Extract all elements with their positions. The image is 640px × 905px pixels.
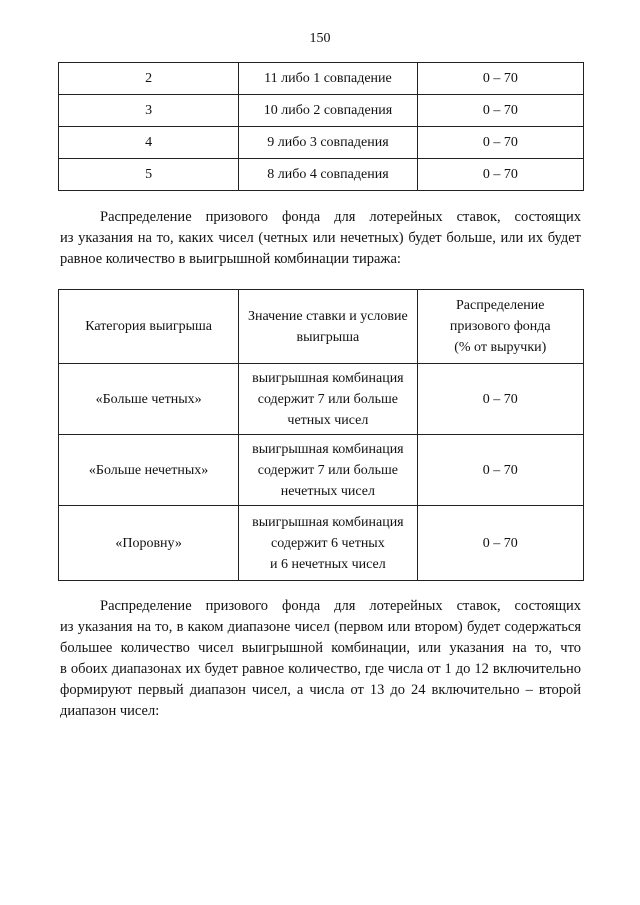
distribution-cell: 0 – 70 [417,506,583,581]
condition-cell: 9 либо 3 совпадения [239,127,417,159]
condition-cell: 10 либо 2 совпадения [239,95,417,127]
condition-line: содержит 7 или больше [257,391,398,407]
paragraph-ranges [60,596,581,722]
paragraph-even-odd [60,207,581,270]
distribution-cell: 0 – 70 [417,127,583,159]
header-condition-line: выигрыша [296,329,360,345]
paragraph-line: равное количество в выигрышной комбинации тиража: [60,251,401,267]
condition-line: выигрышная комбинация [252,514,404,530]
table-row [59,159,584,191]
prize-table-matches [58,62,584,191]
condition-cell [239,435,417,506]
category-cell: «Больше нечетных» [59,435,239,506]
condition-cell [239,506,417,581]
distribution-cell: 0 – 70 [417,95,583,127]
paragraph-line: большее количество чисел выигрышной комбинации, или указания на то, что [60,640,581,656]
distribution-cell: 0 – 70 [417,435,583,506]
table-row [59,63,584,95]
condition-line: содержит 7 или больше [257,462,398,478]
category-cell: 5 [59,159,239,191]
header-distribution [417,290,583,364]
category-cell: 3 [59,95,239,127]
table-row [59,364,584,435]
header-condition-line: Значение ставки и условие [247,308,408,324]
paragraph-line: диапазон чисел: [60,703,160,719]
condition-cell: 8 либо 4 совпадения [239,159,417,191]
prize-table-even-odd [58,289,584,581]
category-cell: 2 [59,63,239,95]
category-cell: «Больше четных» [59,364,239,435]
condition-cell: 11 либо 1 совпадение [239,63,417,95]
condition-line: четных чисел [287,412,369,428]
table-row [59,506,584,581]
condition-line: выигрышная комбинация [252,441,404,457]
paragraph-line: Распределение призового фонда для лотерейных ставок, состоящих [100,598,581,614]
category-cell: «Поровну» [59,506,239,581]
paragraph-line: Распределение призового фонда для лотерейных ставок, состоящих [100,209,581,225]
paragraph-line: из указания на то, в каком диапазоне чисел (первом или втором) будет содержаться [60,619,581,635]
condition-line: нечетных чисел [280,483,375,499]
table-row [59,127,584,159]
header-distribution-line: призового фонда [449,319,551,334]
header-category [59,290,239,364]
table-header-row [59,290,584,364]
distribution-cell: 0 – 70 [417,364,583,435]
header-condition [239,290,417,364]
distribution-cell: 0 – 70 [417,159,583,191]
paragraph-line: в обоих диапазонах их будет равное количество, где числа от 1 до 12 включительно [60,661,581,677]
paragraph-line: формируют первый диапазон чисел, а числа от 13 до 24 включительно – второй [60,682,581,698]
page-number: 150 [309,31,331,46]
table-row [59,95,584,127]
condition-line: и 6 нечетных чисел [269,556,386,572]
header-distribution-line: (% от выручки) [454,340,547,355]
condition-line: выигрышная комбинация [252,370,404,386]
condition-cell [239,364,417,435]
header-distribution-line: Распределение [456,298,545,313]
header-category-label: Категория выигрыша [85,319,213,334]
distribution-cell: 0 – 70 [417,63,583,95]
category-cell: 4 [59,127,239,159]
condition-line: содержит 6 четных [271,535,385,551]
table-row [59,435,584,506]
paragraph-line: из указания на то, каких чисел (четных или нечетных) будет больше, или их будет [60,230,581,246]
